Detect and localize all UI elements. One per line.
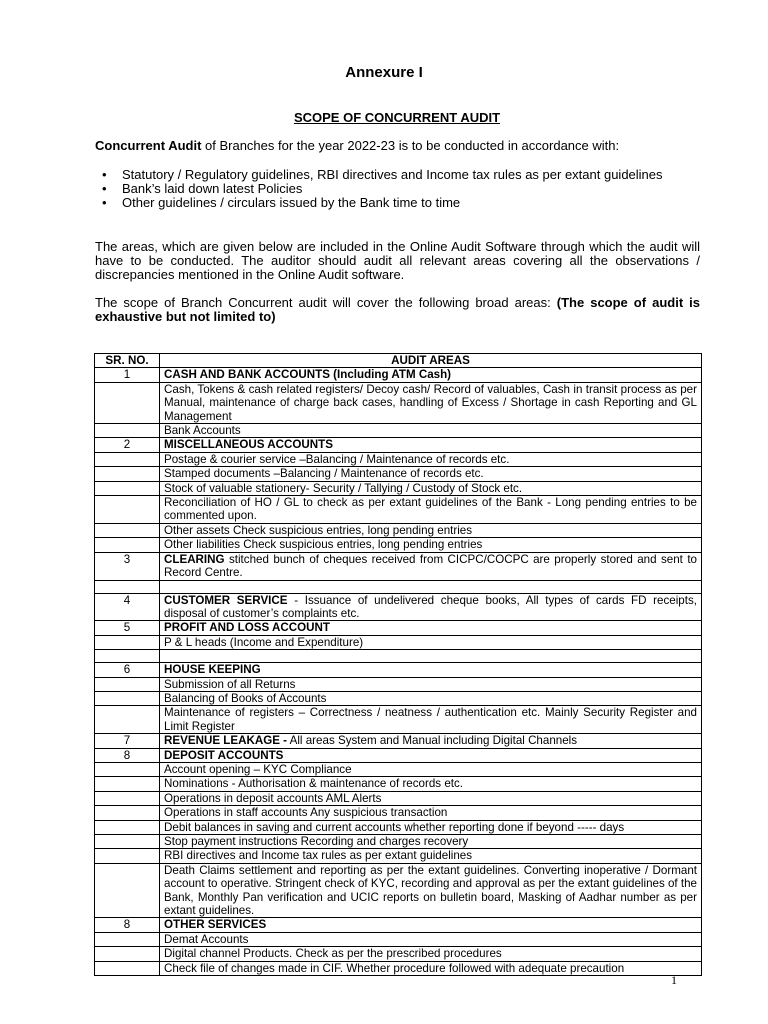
bullet-icon: • <box>102 181 107 196</box>
sr-no-cell <box>95 580 160 593</box>
sr-no-cell: 5 <box>95 621 160 635</box>
scope-paragraph-bold: (The scope of audit is exhaustive but not limited to) <box>95 295 701 324</box>
audit-area-cell <box>160 748 702 762</box>
areas-paragraph: The areas, which are given below are included in the Online Audit Software through which the audit will have to be conducted. The auditor should audit all relevant areas covering all the observations / discrepancies mentioned in the Online Audit software. <box>95 239 700 282</box>
scope-title: SCOPE OF CONCURRENT AUDIT <box>293 110 501 125</box>
audit-area-text: Operations in staff accounts Any suspicious transaction <box>164 806 448 820</box>
table-row <box>95 663 702 677</box>
header-sr-no: SR. NO. <box>95 354 160 368</box>
audit-area-cell <box>160 467 702 481</box>
table-row <box>95 552 702 580</box>
audit-area-cell <box>160 552 702 580</box>
sr-no-cell: 3 <box>95 552 160 580</box>
table-row <box>95 580 702 593</box>
audit-area-cell <box>160 961 702 975</box>
table-row <box>95 677 702 691</box>
audit-table-body <box>95 368 702 976</box>
table-row <box>95 820 702 834</box>
audit-area-cell <box>160 849 702 863</box>
table-row <box>95 481 702 495</box>
sr-no-cell <box>95 777 160 791</box>
table-row <box>95 706 702 734</box>
audit-area-cell <box>160 650 702 663</box>
audit-area-text: Cash, Tokens & cash related registers/ Decoy cash/ Record of valuables, Cash in transit process as per Manual, maintenance of charge back cases, handling of Excess / Shortage in cash Reporting and GL Management <box>164 382 697 423</box>
table-row <box>95 424 702 438</box>
audit-area-cell <box>160 918 702 932</box>
sr-no-cell: 7 <box>95 734 160 748</box>
intro-bold-lead: Concurrent Audit <box>95 138 202 153</box>
audit-area-text: Other assets Check suspicious entries, long pending entries <box>164 523 473 537</box>
table-row <box>95 806 702 820</box>
audit-area-text: Maintenance of registers – Correctness / neatness / authentication etc. Mainly Security Register and Limit Register <box>164 706 697 733</box>
sr-no-cell <box>95 496 160 524</box>
audit-area-heading: OTHER SERVICES <box>164 918 267 932</box>
bullet-icon: • <box>102 167 107 182</box>
audit-area-text: Debit balances in saving and current accounts whether reporting done if beyond ----- days <box>164 820 625 834</box>
audit-area-text: Account opening – KYC Compliance <box>164 762 352 776</box>
audit-area-text: Digital channel Products. Check as per the prescribed procedures <box>164 947 502 961</box>
audit-area-cell <box>160 452 702 466</box>
audit-area-text: Balancing of Books of Accounts <box>164 691 327 705</box>
audit-area-text: Postage & courier service –Balancing / Maintenance of records etc. <box>164 452 510 466</box>
sr-no-cell <box>95 849 160 863</box>
table-row <box>95 791 702 805</box>
audit-area-text: Stop payment instructions Recording and charges recovery <box>164 835 469 848</box>
table-row <box>95 777 702 791</box>
sr-no-cell <box>95 650 160 663</box>
audit-area-cell <box>160 835 702 849</box>
audit-area-cell <box>160 677 702 691</box>
sr-no-cell <box>95 932 160 946</box>
audit-area-cell <box>160 706 702 734</box>
audit-area-text: Death Claims settlement and reporting as per the extant guidelines. Converting inoperative / Dormant account to operative. Stringent check of KYC, recording and approval as per the extant guidelines of the Bank, Monthly Pan verification and UCIC reports on bulletin board, Masking of Aadhar number as per extant guidelines. <box>164 863 697 918</box>
sr-no-cell <box>95 706 160 734</box>
table-row <box>95 538 702 552</box>
audit-area-cell <box>160 635 702 649</box>
audit-area-text: P & L heads (Income and Expenditure) <box>164 635 364 649</box>
audit-area-cell <box>160 762 702 776</box>
audit-area-text: Check file of changes made in CIF. Whether procedure followed with adequate precaution <box>164 961 625 975</box>
header-audit-areas: AUDIT AREAS <box>160 354 702 368</box>
audit-area-cell <box>160 523 702 537</box>
audit-area-cell <box>160 593 702 621</box>
table-row <box>95 635 702 649</box>
audit-area-cell <box>160 663 702 677</box>
audit-area-heading: DEPOSIT ACCOUNTS <box>164 748 284 762</box>
audit-area-text: All areas System and Manual including Digital Channels <box>287 734 578 748</box>
audit-area-cell <box>160 932 702 946</box>
scope-paragraph-text: The scope of Branch Concurrent audit will cover the following broad areas: <box>95 295 557 310</box>
audit-area-cell <box>160 947 702 961</box>
audit-area-cell <box>160 496 702 524</box>
bullet-item <box>96 168 701 182</box>
sr-no-cell <box>95 947 160 961</box>
table-row <box>95 438 702 452</box>
sr-no-cell <box>95 523 160 537</box>
table-row <box>95 748 702 762</box>
sr-no-cell <box>95 382 160 423</box>
audit-area-heading: REVENUE LEAKAGE - <box>164 734 288 748</box>
audit-area-cell <box>160 382 702 423</box>
audit-area-cell <box>160 777 702 791</box>
guideline-bullet-list <box>96 168 701 210</box>
audit-area-text: Nominations - Authorisation & maintenance of records etc. <box>164 777 464 791</box>
audit-area-heading: MISCELLANEOUS ACCOUNTS <box>164 438 333 452</box>
sr-no-cell <box>95 762 160 776</box>
sr-no-cell <box>95 452 160 466</box>
table-header-row <box>95 354 702 368</box>
sr-no-cell <box>95 791 160 805</box>
table-row <box>95 961 702 975</box>
sr-no-cell <box>95 691 160 705</box>
bullet-item <box>96 196 701 210</box>
sr-no-cell <box>95 635 160 649</box>
audit-area-cell <box>160 368 702 382</box>
table-row <box>95 452 702 466</box>
intro-paragraph <box>95 139 700 153</box>
sr-no-cell: 2 <box>95 438 160 452</box>
audit-area-text: RBI directives and Income tax rules as per extant guidelines <box>164 849 473 863</box>
sr-no-cell: 1 <box>95 368 160 382</box>
table-row <box>95 467 702 481</box>
sr-no-cell <box>95 863 160 918</box>
bullet-icon: • <box>102 195 107 210</box>
audit-area-text: Stock of valuable stationery- Security / Tallying / Custody of Stock etc. <box>164 481 523 495</box>
sr-no-cell <box>95 820 160 834</box>
table-row <box>95 368 702 382</box>
sr-no-cell <box>95 835 160 849</box>
table-row <box>95 918 702 932</box>
audit-area-cell <box>160 481 702 495</box>
audit-area-heading: CASH AND BANK ACCOUNTS (Including ATM Cash) <box>164 368 452 382</box>
intro-text: of Branches for the year 2022-23 is to be conducted in accordance with: <box>201 138 620 153</box>
audit-area-cell <box>160 806 702 820</box>
table-row <box>95 593 702 621</box>
audit-area-cell <box>160 438 702 452</box>
table-row <box>95 947 702 961</box>
audit-area-cell <box>160 820 702 834</box>
sr-no-cell <box>95 806 160 820</box>
sr-no-cell <box>95 467 160 481</box>
table-row <box>95 382 702 423</box>
sr-no-cell <box>95 481 160 495</box>
sr-no-cell <box>95 677 160 691</box>
sr-no-cell: 8 <box>95 748 160 762</box>
sr-no-cell <box>95 424 160 438</box>
audit-area-text: Reconciliation of HO / GL to check as per extant guidelines of the Bank - Long pending entries to be commented upon. <box>164 496 697 523</box>
audit-area-text: Operations in deposit accounts AML Alerts <box>164 791 382 805</box>
audit-area-heading: CUSTOMER SERVICE <box>164 593 288 607</box>
audit-area-text: stitched bunch of cheques received from CICPC/COCPC are properly stored and sent to Record Centre. <box>164 552 697 580</box>
table-row <box>95 863 702 918</box>
audit-area-cell <box>160 691 702 705</box>
bullet-text: Bank’s laid down latest Policies <box>122 181 303 196</box>
table-row <box>95 849 702 863</box>
sr-no-cell: 6 <box>95 663 160 677</box>
audit-area-heading: CLEARING <box>164 552 225 566</box>
audit-area-cell <box>160 734 702 748</box>
sr-no-cell <box>95 538 160 552</box>
audit-areas-table <box>94 353 702 976</box>
audit-area-heading: PROFIT AND LOSS ACCOUNT <box>164 621 330 635</box>
table-row <box>95 496 702 524</box>
bullet-text: Statutory / Regulatory guidelines, RBI directives and Income tax rules as per extant guidelines <box>122 167 663 182</box>
audit-area-text: Submission of all Returns <box>164 677 296 691</box>
table-row <box>95 734 702 748</box>
sr-no-cell <box>95 961 160 975</box>
audit-area-cell <box>160 424 702 438</box>
page-number: 1 <box>671 973 677 987</box>
table-row <box>95 932 702 946</box>
bullet-item <box>96 182 701 196</box>
bullet-text: Other guidelines / circulars issued by the Bank time to time <box>122 195 461 210</box>
audit-area-text: Other liabilities Check suspicious entries, long pending entries <box>164 538 483 552</box>
table-row <box>95 835 702 849</box>
sr-no-cell: 8 <box>95 918 160 932</box>
audit-area-text: Stamped documents –Balancing / Maintenance of records etc. <box>164 467 484 481</box>
sr-no-cell: 4 <box>95 593 160 621</box>
table-row <box>95 691 702 705</box>
audit-area-cell <box>160 621 702 635</box>
audit-area-cell <box>160 863 702 918</box>
table-row <box>95 650 702 663</box>
audit-area-cell <box>160 580 702 593</box>
table-row <box>95 621 702 635</box>
annexure-title: Annexure I <box>345 64 423 81</box>
table-row <box>95 762 702 776</box>
audit-area-text: Bank Accounts <box>164 424 241 438</box>
table-row <box>95 523 702 537</box>
audit-area-text: Demat Accounts <box>164 932 249 946</box>
audit-area-text: - Issuance of undelivered cheque books, All types of cards FD receipts, disposal of customer’s complaints etc. <box>164 593 697 620</box>
audit-area-cell <box>160 538 702 552</box>
audit-area-cell <box>160 791 702 805</box>
audit-area-heading: HOUSE KEEPING <box>164 663 261 677</box>
scope-paragraph <box>95 296 700 324</box>
